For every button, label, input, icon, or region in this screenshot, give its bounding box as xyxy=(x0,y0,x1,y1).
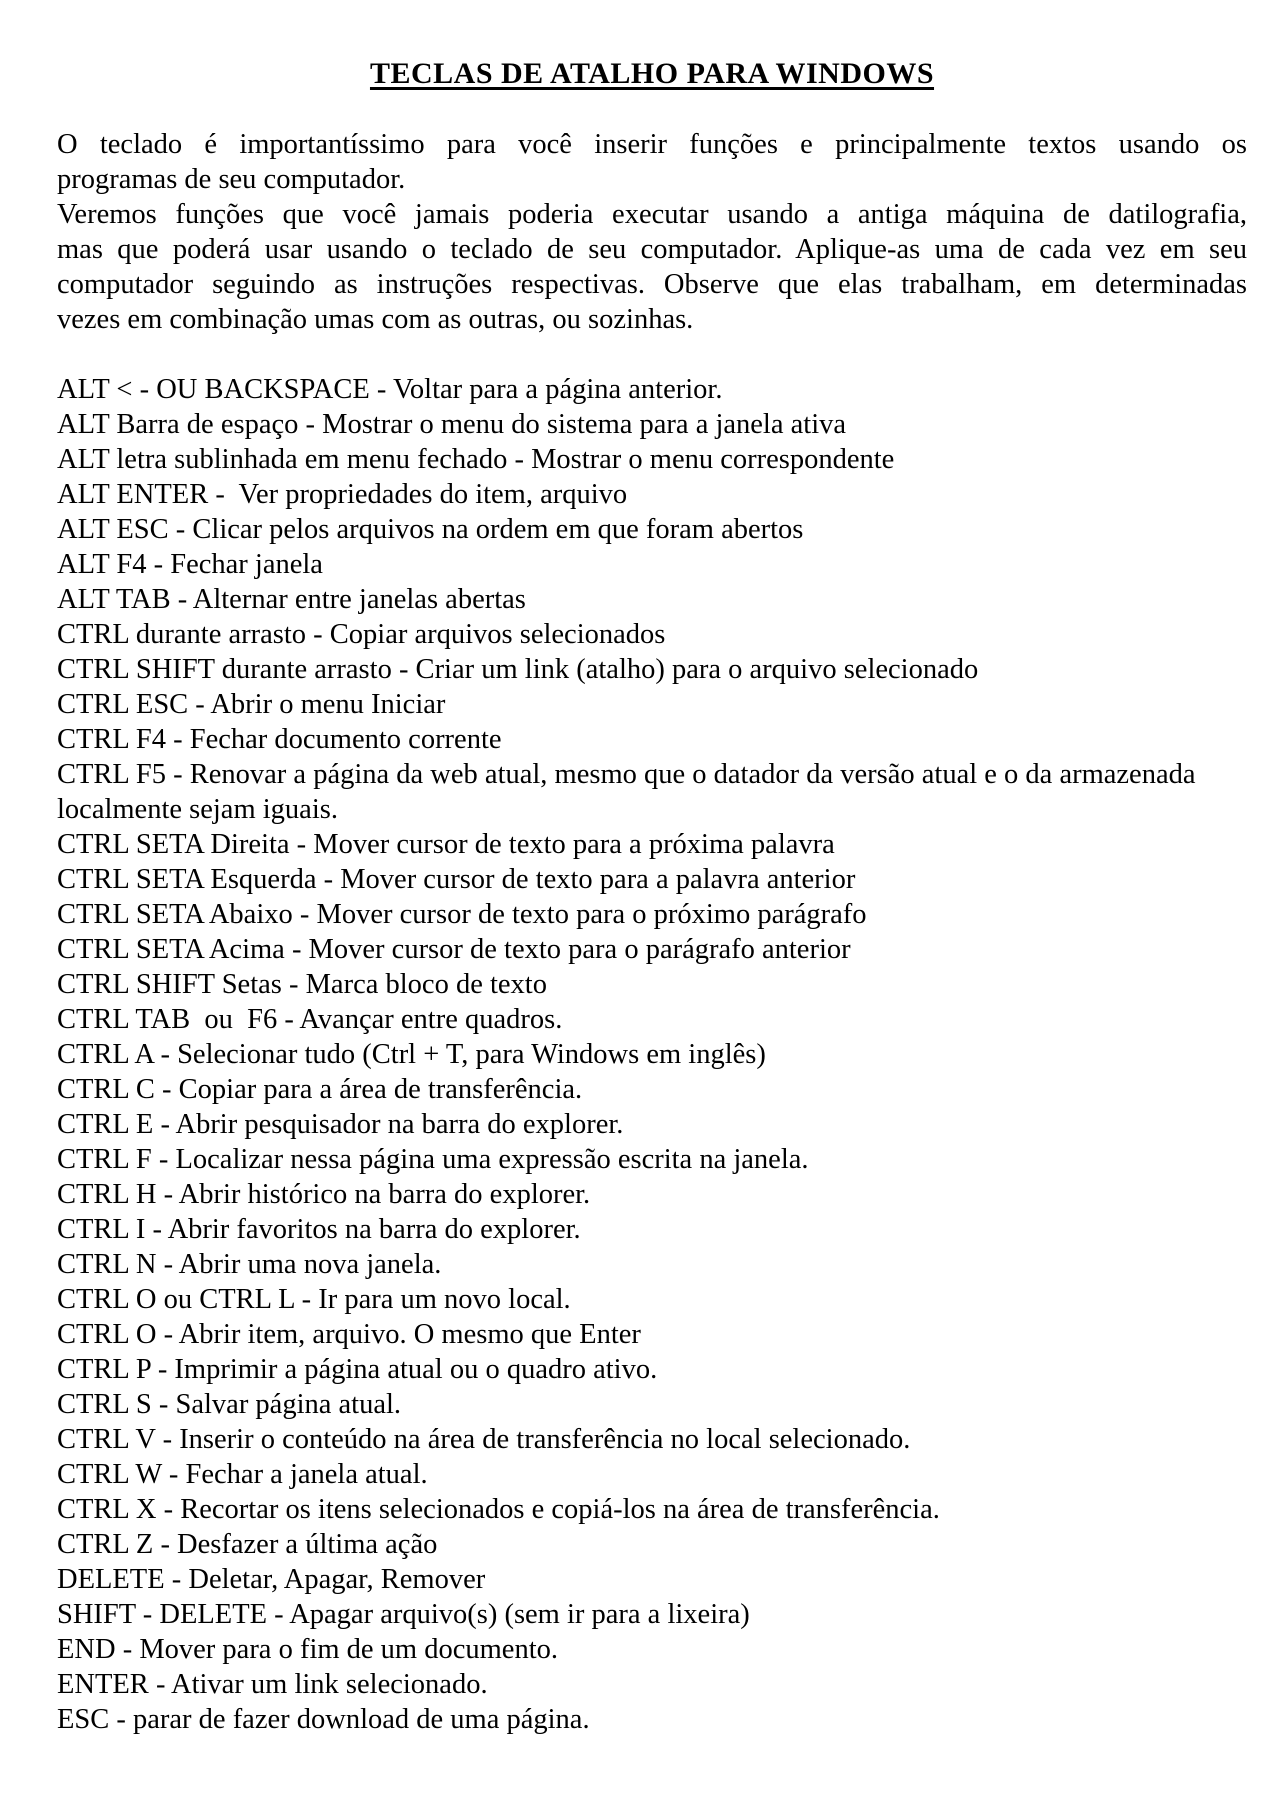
document-title: TECLAS DE ATALHO PARA WINDOWS xyxy=(369,57,935,90)
shortcut-list xyxy=(57,372,1247,1737)
shortcut-item: CTRL O ou CTRL L - Ir para um novo local. xyxy=(57,1284,571,1315)
shortcut-item: ALT F4 - Fechar janela xyxy=(57,549,323,580)
shortcut-item: ALT ENTER - Ver propriedades do item, arquivo xyxy=(57,479,628,510)
shortcut-item: CTRL W - Fechar a janela atual. xyxy=(57,1459,428,1490)
shortcut-item: ESC - parar de fazer download de uma página. xyxy=(57,1704,590,1735)
shortcut-item: CTRL V - Inserir o conteúdo na área de transferência no local selecionado. xyxy=(57,1424,911,1455)
intro-paragraph-1 xyxy=(57,127,1247,197)
shortcut-item: CTRL P - Imprimir a página atual ou o quadro ativo. xyxy=(57,1354,658,1385)
blank-line xyxy=(57,337,1247,372)
shortcut-item: CTRL Z - Desfazer a última ação xyxy=(57,1529,438,1560)
shortcut-item: CTRL E - Abrir pesquisador na barra do explorer. xyxy=(57,1109,624,1140)
shortcut-item: ALT < - OU BACKSPACE - Voltar para a página anterior. xyxy=(57,374,723,405)
shortcut-item: CTRL X - Recortar os itens selecionados e copiá-los na área de transferência. xyxy=(57,1494,940,1525)
intro-line: Veremos funções que você jamais poderia executar usando a antiga máquina de datilografia, xyxy=(57,199,1247,230)
shortcut-item: CTRL I - Abrir favoritos na barra do explorer. xyxy=(57,1214,581,1245)
shortcut-item: ALT ESC - Clicar pelos arquivos na ordem em que foram abertos xyxy=(57,514,804,545)
shortcut-item: CTRL H - Abrir histórico na barra do explorer. xyxy=(57,1179,591,1210)
intro-line: computador seguindo as instruções respectivas. Observe que elas trabalham, em determinadas xyxy=(57,269,1247,300)
intro-line: programas de seu computador. xyxy=(57,164,406,195)
shortcut-item: CTRL S - Salvar página atual. xyxy=(57,1389,402,1420)
shortcut-item: CTRL TAB ou F6 - Avançar entre quadros. xyxy=(57,1004,563,1035)
shortcut-item: CTRL F4 - Fechar documento corrente xyxy=(57,724,502,755)
shortcut-item: CTRL SHIFT Setas - Marca bloco de texto xyxy=(57,969,547,1000)
shortcut-item: CTRL durante arrasto - Copiar arquivos selecionados xyxy=(57,619,666,650)
intro-line: O teclado é importantíssimo para você inserir funções e principalmente textos usando os xyxy=(57,129,1247,160)
shortcut-item: DELETE - Deletar, Apagar, Remover xyxy=(57,1564,486,1595)
shortcut-item: CTRL C - Copiar para a área de transferência. xyxy=(57,1074,583,1105)
shortcut-item: CTRL F5 - Renovar a página da web atual, mesmo que o datador da versão atual e o da armazenada localmente sejam iguais. xyxy=(57,759,1203,825)
shortcut-item: END - Mover para o fim de um documento. xyxy=(57,1634,558,1665)
shortcut-item: ALT Barra de espaço - Mostrar o menu do sistema para a janela ativa xyxy=(57,409,847,440)
shortcut-item: CTRL O - Abrir item, arquivo. O mesmo que Enter xyxy=(57,1319,641,1350)
document-content xyxy=(57,56,1247,1737)
intro-line: mas que poderá usar usando o teclado de seu computador. Aplique-as uma de cada vez em seu xyxy=(57,234,1247,265)
shortcut-item: CTRL SETA Direita - Mover cursor de texto para a próxima palavra xyxy=(57,829,835,860)
title-row xyxy=(57,56,1247,92)
blank-line xyxy=(57,92,1247,127)
shortcut-item: CTRL ESC - Abrir o menu Iniciar xyxy=(57,689,446,720)
shortcut-item: CTRL N - Abrir uma nova janela. xyxy=(57,1249,442,1280)
shortcut-item: CTRL SHIFT durante arrasto - Criar um link (atalho) para o arquivo selecionado xyxy=(57,654,979,685)
shortcut-item: CTRL SETA Esquerda - Mover cursor de texto para a palavra anterior xyxy=(57,864,856,895)
intro-paragraph-2 xyxy=(57,197,1247,337)
shortcut-item: CTRL SETA Abaixo - Mover cursor de texto para o próximo parágrafo xyxy=(57,899,867,930)
shortcut-item: ALT letra sublinhada em menu fechado - Mostrar o menu correspondente xyxy=(57,444,895,475)
shortcut-item: CTRL A - Selecionar tudo (Ctrl + T, para Windows em inglês) xyxy=(57,1039,766,1070)
shortcut-item: CTRL F - Localizar nessa página uma expressão escrita na janela. xyxy=(57,1144,809,1175)
intro-line: vezes em combinação umas com as outras, ou sozinhas. xyxy=(57,304,694,335)
shortcut-item: CTRL SETA Acima - Mover cursor de texto para o parágrafo anterior xyxy=(57,934,851,965)
shortcut-item: ALT TAB - Alternar entre janelas abertas xyxy=(57,584,526,615)
shortcut-item: ENTER - Ativar um link selecionado. xyxy=(57,1669,488,1700)
shortcut-item: SHIFT - DELETE - Apagar arquivo(s) (sem ir para a lixeira) xyxy=(57,1599,750,1630)
